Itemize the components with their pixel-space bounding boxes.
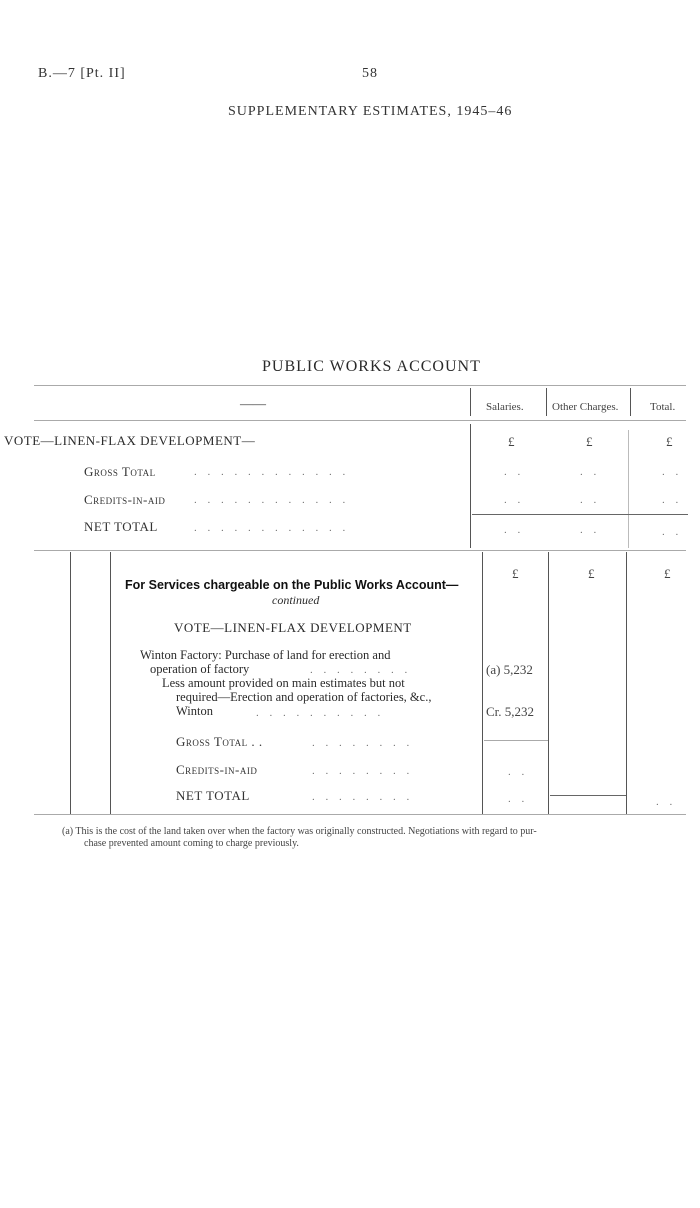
summary-body-divider-2 [628, 430, 629, 548]
detail-net-rule [550, 795, 626, 796]
detail-currency-salaries: £ [512, 566, 519, 581]
detail-item-line1: Winton Factory: Purchase of land for erection and [140, 648, 391, 662]
section-title: PUBLIC WORKS ACCOUNT [262, 358, 481, 375]
summary-net-rule [472, 514, 688, 515]
summary-currency-total: £ [666, 434, 673, 449]
summary-row-salaries: . . [504, 466, 525, 478]
summary-col-divider-2 [546, 388, 547, 416]
detail-bottom-rule [34, 814, 686, 815]
summary-row-label: Gross Total [84, 464, 156, 479]
column-total: Total. [650, 401, 676, 413]
detail-item-line2: operation of factory [150, 662, 250, 676]
summary-currency-other: £ [586, 434, 593, 449]
detail-less-line1: Less amount provided on main estimates but not [162, 676, 405, 690]
detail-less-value: Cr. 5,232 [486, 704, 535, 719]
detail-item-dots: . . . . . . . . [310, 664, 412, 676]
detail-col-divider-1 [482, 552, 483, 814]
running-title: SUPPLEMENTARY ESTIMATES, 1945–46 [228, 104, 513, 119]
detail-currency-other: £ [588, 566, 595, 581]
summary-row-other: . . [580, 524, 601, 536]
detail-row-dots: . . . . . . . . [312, 737, 414, 749]
summary-row-total: . . [662, 466, 683, 478]
summary-row-total: . . [662, 494, 683, 506]
detail-currency-total: £ [664, 566, 671, 581]
summary-row-label: NET TOTAL [84, 519, 158, 534]
page-reference: B.—7 [Pt. II] [38, 66, 126, 81]
page-number: 58 [362, 66, 378, 81]
summary-body-divider-1 [470, 424, 471, 548]
summary-blank-header: —— [240, 396, 266, 411]
detail-row-value: . . [508, 766, 529, 778]
detail-row-dots: . . . . . . . . [312, 791, 414, 803]
summary-top-rule [34, 385, 686, 386]
detail-col-divider-3 [626, 552, 627, 814]
detail-less-line2: required—Erection and operation of factories, &c., [176, 690, 432, 704]
detail-item-value: (a) 5,232 [486, 662, 533, 677]
detail-less-dots: . . . . . . . . . . [256, 707, 385, 719]
summary-row-total: . . [662, 526, 683, 538]
summary-bottom-rule [34, 550, 686, 551]
detail-inner-border [110, 552, 111, 814]
detail-gross-rule [484, 740, 548, 741]
detail-row-label: NET TOTAL [176, 788, 250, 803]
summary-col-divider-3 [630, 388, 631, 416]
summary-vote-title: VOTE—LINEN-FLAX DEVELOPMENT— [4, 433, 256, 448]
detail-heading-continued: continued [272, 593, 320, 607]
detail-left-border [70, 552, 71, 814]
summary-header-rule [34, 420, 686, 421]
detail-row-value: . . [508, 793, 529, 805]
summary-row-dots: . . . . . . . . . . . . [194, 522, 350, 534]
detail-col-divider-2 [548, 552, 549, 814]
summary-row-salaries: . . [504, 494, 525, 506]
summary-row-dots: . . . . . . . . . . . . [194, 494, 350, 506]
detail-row-dots: . . . . . . . . [312, 765, 414, 777]
column-other-charges: Other Charges. [552, 401, 619, 413]
summary-row-salaries: . . [504, 524, 525, 536]
footnote-line1: (a) This is the cost of the land taken over when the factory was originally constructed. Negotiations with regard to pur- [62, 826, 537, 837]
detail-heading: For Services chargeable on the Public Works Account— [125, 578, 459, 592]
detail-row-label: Credits-in-aid [176, 762, 258, 777]
detail-row-label: Gross Total . . [176, 734, 263, 749]
footnote-line2: chase prevented amount coming to charge previously. [84, 838, 299, 849]
summary-row-dots: . . . . . . . . . . . . [194, 466, 350, 478]
detail-less-line3: Winton [176, 704, 213, 718]
summary-currency-salaries: £ [508, 434, 515, 449]
detail-vote-title: VOTE—LINEN-FLAX DEVELOPMENT [174, 620, 412, 635]
summary-row-other: . . [580, 466, 601, 478]
summary-col-divider-1 [470, 388, 471, 416]
summary-row-label: Credits-in-aid [84, 492, 166, 507]
column-salaries: Salaries. [486, 401, 524, 413]
detail-total-value: . . [656, 796, 677, 808]
summary-row-other: . . [580, 494, 601, 506]
